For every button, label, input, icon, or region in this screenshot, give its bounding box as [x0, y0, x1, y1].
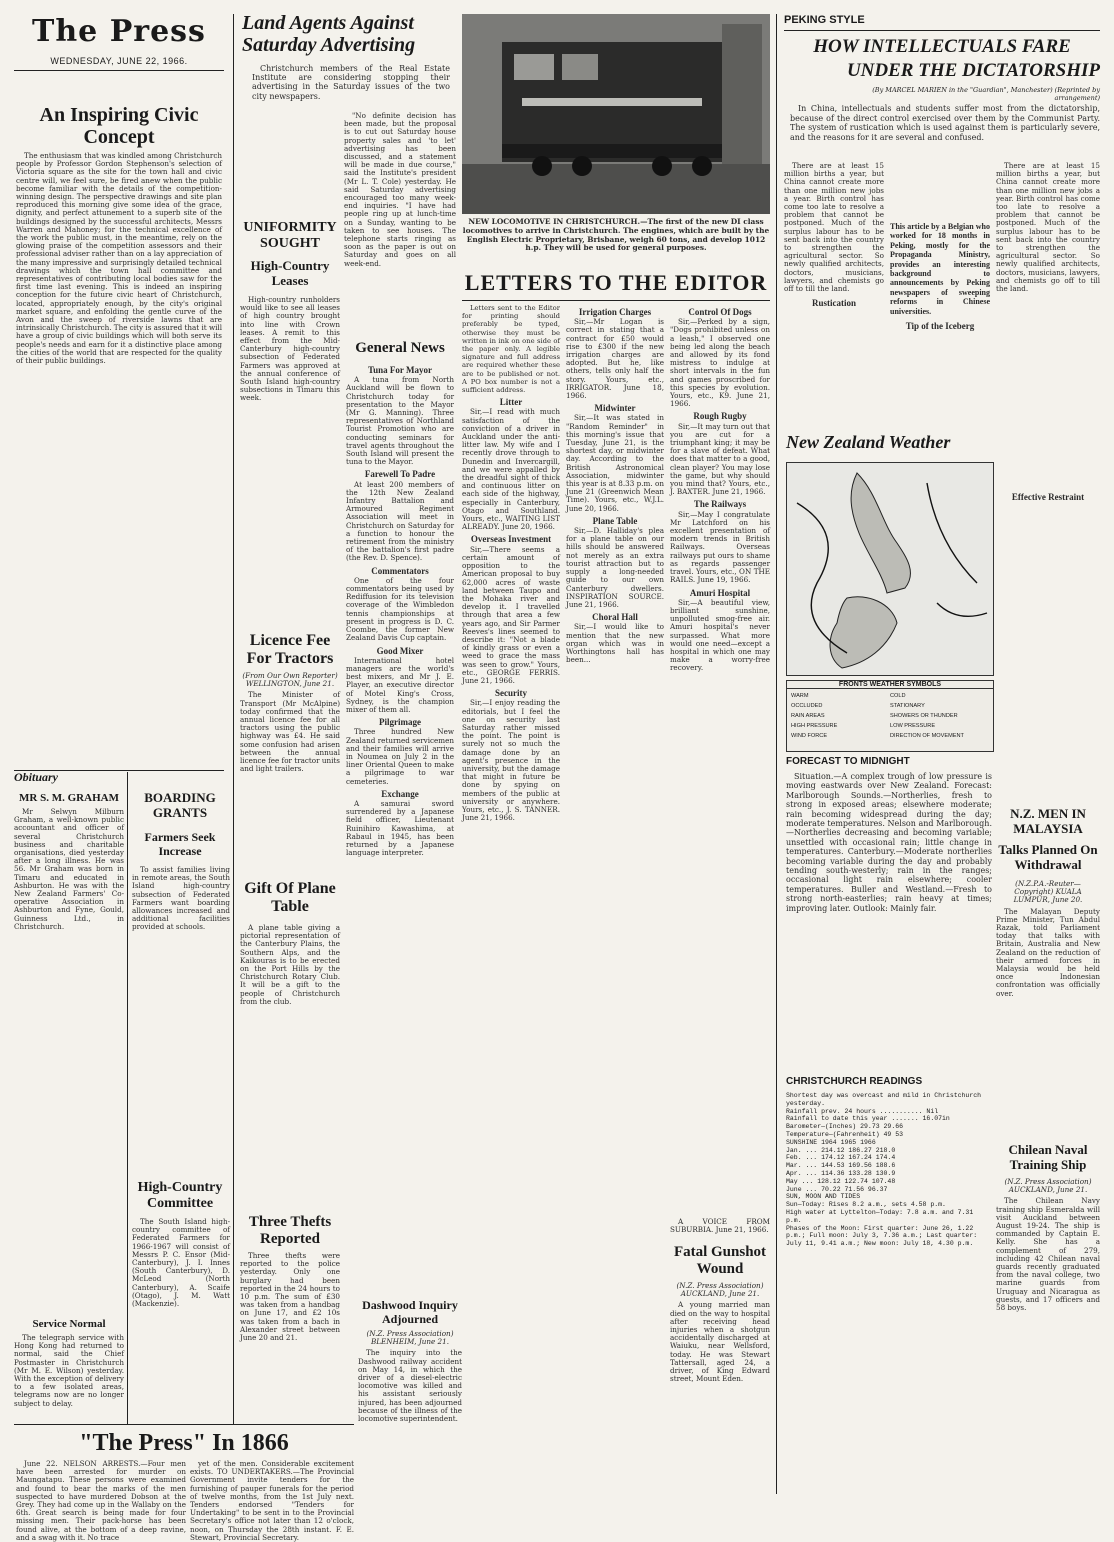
weather-symbol-label: WARM [791, 693, 809, 699]
weather-symbol-label: STATIONARY [890, 703, 925, 709]
general-news-item-text: A samurai sword surrendered by a Japanese field officer, Lieutenant Ruinihiro Kawashima, at Rabaul in 1945, has been returned by a Japanese language interpreter. [346, 798, 454, 858]
general-news-item-text: At least 200 members of the 12th New Zealand Infantry Battalion and Armoured Regiment Association will meet in Christchurch on Saturday for a function to honour the retirement from the ministry of the battalion's first padre (the Rev. D. Spence). [346, 479, 454, 563]
suburbia-text: A VOICE FROM SUBURBIA. June 21, 1966. [670, 1217, 770, 1235]
divider [127, 772, 128, 1424]
reading-line: Mar. ... 144.53 169.56 188.6 [786, 1162, 896, 1170]
boarding-article [132, 866, 230, 1170]
masthead-title: The Press [32, 14, 206, 49]
letter-title: Choral Hall [592, 612, 638, 623]
dashwood-text: The inquiry into the Dashwood railway accident on May 14, in which the driver of a diesel-electric locomotive was killed and his assistant seriously injured, has been adjourned because of the illness of the locomotive superintendent. [358, 1348, 462, 1424]
locomotive-photo [462, 14, 770, 214]
boarding-headline: BOARDING GRANTS [144, 790, 216, 820]
land-agents-article [344, 112, 456, 338]
photo-caption [462, 218, 770, 264]
obituary-label: Obituary [14, 770, 59, 784]
letter-text: Sir,—D. Halliday's plea for a plane table on our hills should be answered not merely as an extra tourist attraction but to supply a long-needed guide to our own Canterbury dwellers. INSPIRATION SOURCE. June 21, 1966. [566, 526, 664, 609]
peking-intro-text: In China, intellectuals and students suffer most from the dictatorship, because of the direct control exercised over them by the Communist Party. The system of rustication which is used against them is particularly severe, and the reasons for it are several and confused. [790, 104, 1100, 142]
letters-column-1 [462, 304, 560, 1414]
nz-men-headline: N.Z. MEN IN MALAYSIA [1010, 806, 1086, 836]
reading-line: June ... 70.22 71.56 96.37 [786, 1185, 888, 1193]
letter-title: Midwinter [594, 403, 636, 414]
letter-title: Security [495, 688, 527, 699]
nz-men-text: The Malayan Deputy Prime Minister, Tun Abdul Razak, told Parliament today that talks with Britain, Australia and New Zealand on the reduction of their armed forces in Malaysia would be held once Indonesian confrontation was officially over. [996, 906, 1100, 998]
obituary-article [14, 808, 124, 1316]
letter-text: Sir,—There seems a certain amount of opposition to the American proposal to buy 62,000 acres of waste land between Taupo and the Mohaka river and develop it. I travelled through that area a few years ago, and Sir Parmer Reeves's lines seemed to describe it: "Not a blade of kindly grass or even a weed to grace the mass was seen to grow." Yours, etc., GEORGE FERRIS. June 21, 1966. [462, 544, 560, 685]
general-news-item-title: Good Mixer [376, 645, 424, 656]
readings-headline: CHRISTCHURCH READINGS [786, 1076, 923, 1087]
general-news-item-text: Three hundred New Zealand returned servicemen and their families will arrive in Noumea on July 2 in the liner Oriental Queen to make a pilgrimage to war cemeteries. [346, 727, 454, 786]
weather-symbol-label: COLD [890, 693, 906, 699]
weather-map [786, 462, 994, 676]
peking-subhead-restraint: Effective Restraint [1011, 492, 1085, 503]
chilean-article [996, 1178, 1100, 1418]
committee-article [132, 1218, 230, 1418]
committee-text: The South Island high-country committee of Federated Farmers for 1966-1967 will consist of Messrs P. C. Ensor (Mid-Canterbury), J. I. Innes (South Canterbury), D. McLeod (North Canterbury), A. Scaife (Otago), J. M. Watt (Mackenzie). [132, 1217, 230, 1309]
uniformity-text: High-country runholders would like to see all leases of high country brought into line with Crown leases. A remit to this effect from the Mid-Canterbury high-country subsection of Federated Farmers was approved at the annual conference of South Island high-country subsections in Timaru this week. [240, 295, 340, 403]
weather-symbol-label: HIGH PRESSURE [791, 723, 838, 729]
divider [462, 300, 770, 301]
peking-headline-2: UNDER THE DICTATORSHIP [846, 60, 1100, 81]
letter-text: Sir,—A beautiful view, brilliant sunshine, unpolluted smog-free air. Amuri hospital's never surpassed. What more would one need—except a hospital in which one may make a worry-free recovery. [670, 597, 770, 673]
letter-title: Irrigation Charges [578, 307, 652, 317]
weather-symbols-title: FRONTS WEATHER SYMBOLS [787, 681, 993, 689]
divider [776, 14, 777, 1494]
land-agents-intro-text: Christchurch members of the Real Estate Institute are considering stopping their advertising in the Saturday issues of the two city newspapers. [252, 64, 450, 101]
weather-symbol-label: RAIN AREAS [791, 713, 825, 719]
reading-line: Barometer—(Inches) 29.73 29.66 [786, 1123, 904, 1131]
boarding-subhead: Farmers Seek Increase [144, 830, 216, 858]
uniformity-subhead: High-Country Leases [250, 258, 330, 288]
reading-line: Phases of the Moon: First quarter: June 26, 1.22 p.m.; Full moon: July 3, 7.36 a.m.; Last quarter: July 11, 9.41 a.m.; New moon: July 18, 4.30 p.m. [786, 1224, 978, 1248]
licence-text: The Minister of Transport (Mr McAlpine) today confirmed that the annual licence fee for all tractors using the public highway was £4. He said some confusion had arisen between the annual licence fee for tractor units and light trailers. [240, 690, 340, 774]
reading-line: Rainfall to date this year ....... 16.07in [786, 1115, 950, 1123]
reading-line: Sun—Today: Rises 8.2 a.m., sets 4.58 p.m. [786, 1201, 946, 1209]
suburbia-signoff [670, 1218, 770, 1238]
letter-text: Sir,—Perked by a sign, "Dogs prohibited unless on a leash," I observed one being led along the beach and allowed by its fond mistress to indulge at short intervals in the fun and games proscribed for this species by evolution. Yours, etc., K9. June 21, 1966. [670, 317, 770, 409]
reading-line: High water at Lyttelton—Today: 7.8 a.m. and 7.31 p.m. [786, 1208, 974, 1224]
reading-line: Feb. ... 174.12 167.24 174.4 [786, 1154, 896, 1162]
photo-caption-text: NEW LOCOMOTIVE IN CHRISTCHURCH.—The first of the new DI class locomotives to arrive in Christchurch. The engines, which are built by the English Electric Proprietary, Brisbane, weigh 60 tons, and develop 1012 h.p. They will be used for general purposes. [462, 217, 770, 253]
general-news-item-text: International hotel managers are the world's best mixers, and Mr J. E. Player, an executive director of Motel King's Cross, Sydney, is the champion mixer of them all. [346, 655, 454, 714]
in-1866-text-2: yet of the men. Considerable excitement exists. TO UNDERTAKERS.—The Provincial Government invite tenders for the furnishing of pauper funerals for the period of twelve months, from the 1st July next. Tenders endorsed "Tenders for Undertaking" to be sent in to the Provincial Secretary's office not later than 12 o'clock, noon, on Thursday the 28th instant. F. E. Stewart, Provincial Secretary. [190, 1459, 354, 1542]
land-agents-headline: Land Agents Against Saturday Advertising [242, 12, 416, 56]
letter-title: The Railways [693, 499, 747, 510]
general-news-item-title: Pilgrimage [379, 717, 421, 728]
letters-column-3 [670, 304, 770, 1204]
chilean-text: The Chilean Navy training ship Esmeralda will visit Auckland between August 19-24. The ship is commanded by Captain E. Kelly. She has a complement of 279, including 42 Chilean naval guards recently graduated from the naval college, two marine guards from Uruguay and Nicaragua as guests, and 17 officers and 58 boys. [996, 1196, 1100, 1313]
lead-text: The enthusiasm that was kindled among Christchurch people by Professor Gordon Stephenson's selection of Victoria square as the site for the town hall and civic centre will, we feel sure, be fired anew when the public become familiar with the details of the competition-winning design. The perspective drawings and site plan reproduced this morning give some idea of the grace, dignity, and perfect attunement to a superb site of the buildings designed by the successful architects, Messrs Warren and Mahoney; for the technical excellence of the work the public must, in the meantime, rely on the glowing praise of the competition assessors and their professional adviser rather than on a lay appreciation of the many impressive and surprisingly detailed technical drawings which the town hall committee and representatives of contributing local bodies saw for the first time last evening. This is indeed an inspiring conception for the future civic heart of Christchurch, located, appropriately enough, by the city's original market square, and enfolding the gentle curve of the Avon and the sweep of riverside lawns that are intrinsically Christchurch. The city is assured that it will have a group of civic buildings which will both serve its people's needs and earn for it a distinctive place among the cities of the world that are respected for the quality of their public buildings. [16, 151, 222, 366]
reading-line: Apr. ... 114.36 133.28 130.9 [786, 1169, 896, 1177]
in-1866-text-1: June 22. NELSON ARRESTS.—Four men have been arrested for murder on Maungatapu. These persons were examined and found to bear the marks of the men suspected to have murdered Dobson at the Grey. They had come up in the Wallaby on the 6th. Great search is being made for four missing men. Their pack-horse has been found alive, at the bottom of a deep ravine, and a swag with it. No trace [16, 1459, 186, 1542]
licence-byline: (From Our Own Reporter) WELLINGTON, June 21. [242, 671, 338, 689]
forecast-text: Situation.—A complex trough of low pressure is moving eastwards over New Zealand. Forecast: Marlborough Sounds.—Northerlies, fresh to strong in exposed areas; elsewhere moderate; rain becoming widespread during the day; moderate temperatures. Nelson and Marlborough.—Northerlies decreasing and becoming variable; unsettled with occasional rain; little change in temperatures. Canterbury.—Moderate northerlies becoming variable during the day and probably tending south-westerly; rain in the ranges; occasional light rain elsewhere; cooler temperatures. Buller and Westland.—Fresh to strong north-easterlies; rain heavy at times; improving later. Outlook: Mainly fair. [786, 772, 992, 913]
weather-map-drawing [787, 463, 993, 675]
nz-men-byline: (N.Z.P.A.-Reuter—Copyright) KUALA LUMPUR, June 20. [1013, 879, 1083, 905]
peking-subhead-iceberg: Tip of the Iceberg [905, 321, 975, 332]
licence-headline: Licence Fee For Tractors [246, 632, 334, 667]
service-headline: Service Normal [32, 1318, 106, 1330]
reading-line: Jan. ... 214.12 186.27 218.0 [786, 1146, 896, 1154]
nz-men-article [996, 880, 1100, 1130]
dashwood-byline: (N.Z. Press Association) BLENHEIM, June 21. [366, 1329, 454, 1347]
general-news-item-title: Farewell To Padre [364, 469, 436, 480]
dashwood-headline: Dashwood Inquiry Adjourned [362, 1298, 458, 1326]
masthead-date: WEDNESDAY, JUNE 22, 1966. [50, 56, 188, 66]
peking-column-1 [784, 162, 884, 420]
letter-title: Amuri Hospital [689, 587, 751, 598]
dashwood-article [358, 1329, 462, 1424]
weather-symbol-label: SHOWERS OR THUNDER [890, 713, 958, 719]
weather-symbols-box [786, 680, 994, 752]
weather-headline: New Zealand Weather [786, 432, 951, 452]
weather-symbol-label: LOW PRESSURE [890, 723, 936, 729]
letter-title: Overseas Investment [470, 534, 552, 545]
nz-men-subhead: Talks Planned On Withdrawal [998, 842, 1098, 872]
general-news-headline: General News [355, 340, 445, 356]
land-agents-intro [252, 64, 450, 108]
uniformity-article [240, 296, 340, 626]
gift-headline: Gift Of Plane Table [244, 880, 336, 915]
gift-article [240, 924, 340, 1214]
divider [233, 14, 234, 1424]
locomotive-illustration [462, 14, 770, 214]
peking-column-2 [890, 162, 990, 420]
letter-title: Control Of Dogs [688, 307, 752, 317]
reading-line: SUNSHINE 1964 1965 1966 [786, 1138, 876, 1146]
peking-kicker: PEKING STYLE [784, 14, 865, 26]
peking-text-2: There are at least 15 million births a year, but China cannot create more than one million new jobs a year. Birth control has come too late to resolve a problem that cannot be postponed. Much of the surplus labour has to be sent back into the country to strengthen the agricultural sector. So newly qualified architects, doctors, musicians, lawyers, and chemists go off to till the land. [996, 161, 1100, 294]
general-news-item-text: A tuna from North Auckland will be flown to Christchurch today for presentation to the Mayor (Mr G. Manning). Three representatives of Northland Tourist Promotion who are conducting seminars for travel agents throughout the South Island will present the tuna to the Mayor. [346, 375, 454, 467]
service-text: The telegraph service with Hong Kong had returned to normal, said the Chief Postmaster in Christchurch (Mr M. E. Wilson) yesterday. With the exception of delivery to a few isolated areas, telegrams now are no longer subject to delay. [14, 1333, 124, 1408]
letters-column-2 [566, 304, 664, 1414]
reading-line: Shortest day was overcast and mild in Christchurch yesterday. [786, 1092, 982, 1107]
land-agents-text: "No definite decision has been made, but the proposal is to cut out Saturday house property sales and 'to let' advertising has been discussed, and a statement will be made in due course," said the Institute's president (Mr L. T. Cole) yesterday. He said Saturday advertising encouraged too many week-end inquiries. "I have had people ring up at lunch-time on a Sunday, wanting to be taken to see houses. The telephone starts ringing as soon as the paper is out on Saturday and goes on all week-end. [344, 111, 456, 268]
chilean-byline: (N.Z. Press Association) AUCKLAND, June 21. [1004, 1177, 1092, 1195]
letter-text: Sir,—May I congratulate Mr Latchford on his excellent presentation of modern trends in British Railways. Overseas railways put ours to shame as regards passenger travel. Yours, etc., ON THE RAILS. June 19, 1966. [670, 509, 770, 585]
letters-headline: LETTERS TO THE EDITOR [464, 270, 768, 295]
peking-text: There are at least 15 million births a year, but China cannot create more than one million new jobs a year. Birth control has come too late to resolve a problem that cannot be postponed. Much of the surplus labour has to be sent back into the country to strengthen the agricultural sector. So newly qualified architects, doctors, musicians, lawyers, and chemists go off to till the land. [784, 161, 884, 294]
peking-byline: (By MARCEL MARIEN in the "Guardian", Manchester) (Reprinted by arrangement) [872, 86, 1100, 102]
thefts-headline: Three Thefts Reported [248, 1214, 332, 1247]
letter-title: Rough Rugby [693, 411, 747, 422]
chilean-headline: Chilean Naval Training Ship [1008, 1142, 1088, 1172]
letter-text: Sir,—I enjoy reading the editorials, but I feel the one on security last Saturday rather missed the point. The point is surely not so much the damage done by an agent's presence in the university, but the damage that might in future be done by spying on members of the public at university or anywhere. Yours, etc., J. S. TANNER. June 21, 1966. [462, 698, 560, 823]
forecast-headline: FORECAST TO MIDNIGHT [786, 756, 910, 767]
readings-table [786, 1092, 992, 1492]
divider [14, 70, 224, 71]
gunshot-article [670, 1282, 770, 1416]
general-news-item-title: Exchange [381, 788, 419, 799]
peking-subhead-rustication: Rustication [811, 298, 856, 309]
obituary-text: Mr Selwyn Milburn Graham, a well-known public accountant and officer of several Christchurch business and charitable organisations, died yesterday after a long illness. He was 56. Mr Graham was born in Timaru and educated in Ashburton. He was with the New Zealand Farmers' Co-operative Association in Ashburton and Fyne, Gould, Guinness Ltd., in Christchurch. [14, 807, 124, 931]
gunshot-text: A young married man died on the way to hospital after receiving head injuries when a shotgun accidentally discharged at Waiuku, near Wellsford, today. He was Stewart Tattersall, aged 24, a driver, of King Edward street, Mount Eden. [670, 1300, 770, 1384]
general-news-item-title: Commentators [371, 565, 429, 576]
divider [14, 1424, 354, 1425]
obituary-headline: MR S. M. GRAHAM [19, 792, 119, 804]
general-news-item-title: Tuna For Mayor [367, 365, 432, 375]
committee-headline: High-Country Committee [137, 1180, 223, 1211]
letter-title: Litter [499, 397, 523, 408]
weather-symbol-label: DIRECTION OF MOVEMENT [890, 733, 964, 739]
gunshot-headline: Fatal Gunshot Wound [673, 1244, 767, 1277]
thefts-article [240, 1252, 340, 1420]
boarding-text: To assist families living in remote areas, the South Island high-country subsection of Federated Farmers want boarding allowances increased and additional facilities provided at schools. [132, 865, 230, 932]
reading-line: Rainfall prev. 24 hours ........... Nil [786, 1107, 939, 1115]
thefts-text: Three thefts were reported to the police yesterday. Only one burglary had been reported in the 24 hours to 10 p.m. The sum of £30 was taken from a handbag on June 17, and £2 10s was taken from a bach in Alexander street between June 20 and 21. [240, 1251, 340, 1343]
in-1866-column-1 [16, 1459, 186, 1542]
letter-text: Sir,—I would like to mention that the new organ which was in Worthingtons hall has been... [566, 622, 664, 665]
uniformity-headline: UNIFORMITY SOUGHT [243, 220, 337, 251]
letters-rules: Letters sent to the Editor for printing should preferably be typed, otherwise they must be written in ink on one side of the paper only. A legible signature and full address are required whether these are to be published or not. A PO box number is not a sufficient address. [462, 304, 560, 395]
letter-text: Sir,—It was stated in "Random Reminder" in this morning's issue that Tuesday, June 21, is the shortest day, or midwinter day. According to the British Astronomical Association, midwinter this year is at 8.33 p.m. on June 21 (Greenwich Mean Time). Yours, etc., W.J.L. June 20, 1966. [566, 413, 664, 513]
letter-text: Sir,—Mr Logan is correct in stating that a contract for £50 would rise to £300 if the new irrigation charges are adopted. But he, like others, tells only half the story. Yours, etc., IRRIGATOR. June 18, 1966. [566, 317, 664, 401]
general-news-item-text: One of the four commentators being used by Rediffusion for its television coverage of the Wimbledon tennis championships at present in progress is D. C. Coombe, the former New Zealand Davis Cup captain. [346, 575, 454, 643]
forecast-article [786, 772, 992, 1072]
peking-intro [790, 104, 1100, 156]
letter-text: Sir,—I read with much satisfaction of the conviction of a driver in Auckland under the anti-litter law. My wife and I recently drove through to Dunedin and Invercargill, and we were appalled by the dreadful sight of thick and continuous litter on each side of the highway, especially in Canterbury, Otago and Southland. Yours, etc., WAITING LIST ALREADY. June 20, 1966. [462, 407, 560, 532]
lead-headline: An Inspiring Civic Concept [39, 104, 199, 148]
reading-line: SUN, MOON AND TIDES [786, 1193, 861, 1201]
service-article [14, 1334, 124, 1414]
peking-headline-1: HOW INTELLECTUALS FARE [813, 36, 1071, 57]
weather-symbols-grid [787, 689, 993, 743]
weather-symbol-label: WIND FORCE [791, 733, 828, 739]
lead-article [16, 152, 222, 718]
in-1866-column-2 [190, 1459, 354, 1542]
letter-title: Plane Table [592, 515, 638, 526]
reading-line: Temperature—(Fahrenheit) 49 53 [786, 1130, 904, 1138]
in-1866-headline: "The Press" In 1866 [79, 1430, 289, 1456]
peking-box: This article by a Belgian who worked for 18 months in Peking, mostly for the Propaganda Ministry, provides an interesting background to announcements by Peking newspapers of sweeping reforms in Chinese universities. [890, 222, 990, 316]
letter-text: Sir,—It may turn out that you are cut for a triumphant king; it may be for a slave of defeat. What does that matter to a good, clean player? You may lose the game, but why should you mind that? Yours, etc., J. BAXTER. June 21, 1966. [670, 421, 770, 497]
general-news-column [346, 362, 454, 1042]
divider [784, 30, 1100, 31]
peking-column-3 [996, 162, 1100, 802]
gunshot-byline: (N.Z. Press Association) AUCKLAND, June 21. [676, 1281, 764, 1299]
licence-article [240, 672, 340, 840]
reading-line: May ... 128.12 122.74 107.48 [786, 1177, 896, 1185]
weather-symbol-label: OCCLUDED [791, 703, 823, 709]
gift-text: A plane table giving a pictorial representation of the Canterbury Plains, the Southern Alps, and the Kaikouras is to be erected on the Port Hills by the Christchurch Rotary Club. It will be a gift to the people of Christchurch from the club. [240, 923, 340, 1006]
